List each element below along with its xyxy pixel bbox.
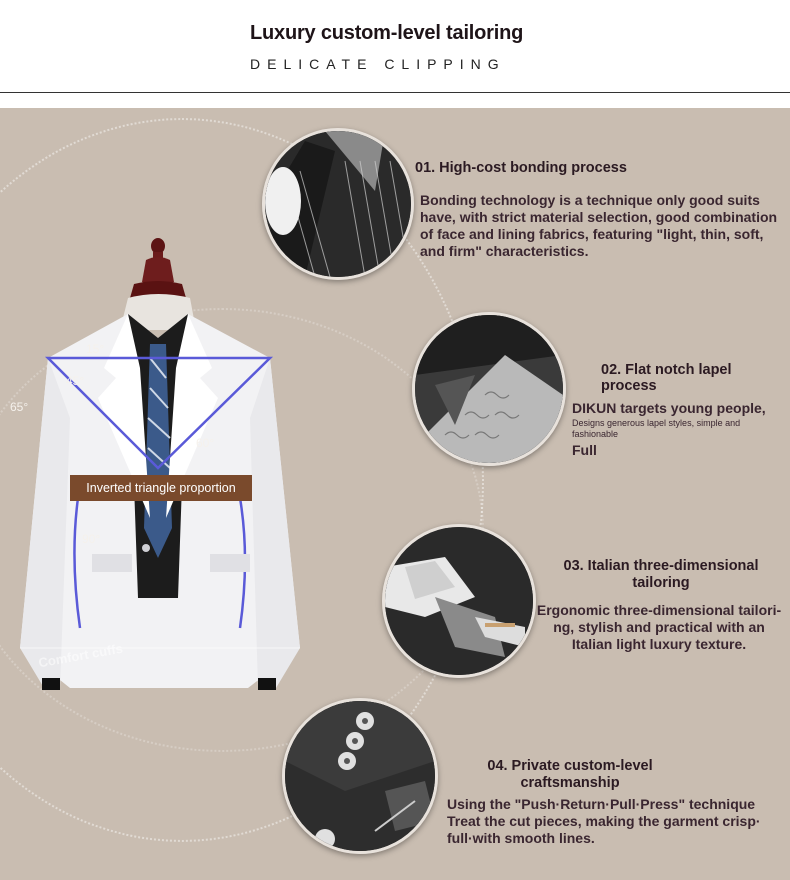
- lapel-process-image: [412, 312, 566, 466]
- feature-2-small-text: Designs generous lapel styles, simple and fashionable: [572, 418, 741, 439]
- craftsmanship-image: [282, 698, 438, 854]
- bonding-process-image: [262, 128, 414, 280]
- angle-label-45: 45°: [66, 374, 85, 388]
- page-subtitle: DELICATE CLIPPING: [250, 56, 506, 72]
- page-header: [0, 0, 790, 93]
- feature-2-lead: DIKUN targets young people,: [572, 400, 766, 416]
- feature-4-title: 04. Private custom-level craftsmanship: [487, 758, 653, 791]
- inverted-triangle-badge: Inverted triangle proportion: [70, 475, 252, 501]
- angle-label-90: 90°: [82, 532, 101, 546]
- italian-tailoring-image: [382, 524, 536, 678]
- feature-3-title: 03. Italian three-dimensional tailoring: [563, 558, 759, 591]
- page-title: Luxury custom-level tailoring: [250, 22, 524, 44]
- suit-illustration: [0, 218, 320, 698]
- feature-1-title: 01. High-cost bonding process: [415, 160, 627, 176]
- angle-label-15: 15°: [86, 342, 105, 356]
- feature-panel: [0, 108, 790, 880]
- feature-4-body: Using the "Push·Return·Pull·Press" technique Treat the cut pieces, making the garment crisp· full·with smooth lines.: [447, 796, 761, 846]
- feature-2-tail: Full: [572, 442, 597, 458]
- feature-2-title: 02. Flat notch lapel process: [601, 362, 732, 394]
- feature-3-body: Ergonomic three-dimensional tailori- ng, stylish and practical with an Italian light luxury texture.: [536, 602, 782, 652]
- feature-1-body: Bonding technology is a technique only good suits have, with strict material selection, good combination of face and lining fabrics, featuring "light, thin, soft, and firm" characteristics.: [420, 192, 778, 259]
- comfort-cuffs-label: Comfort cuffs: [37, 640, 124, 671]
- angle-label-60: 60°: [196, 436, 215, 450]
- angle-label-65: 65°: [10, 400, 29, 414]
